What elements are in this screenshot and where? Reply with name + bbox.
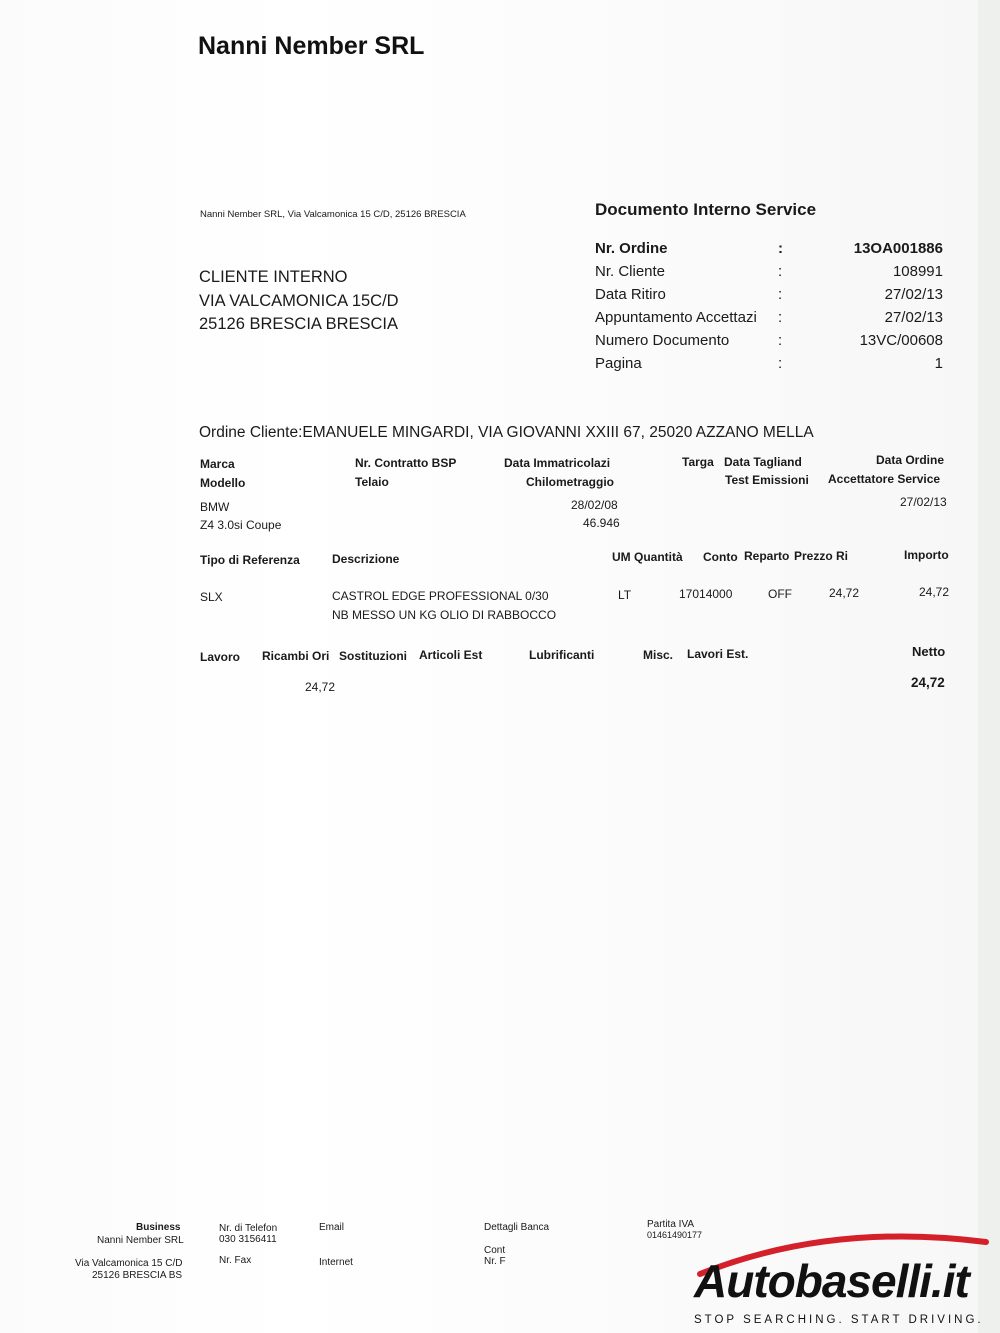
info-label: Pagina bbox=[595, 355, 642, 372]
col-um: UM bbox=[612, 550, 631, 564]
footer-address-2: 25126 BRESCIA BS bbox=[92, 1270, 183, 1281]
footer-internet-label: Internet bbox=[319, 1257, 353, 1268]
row-descrizione: CASTROL EDGE PROFESSIONAL 0/30 bbox=[332, 589, 549, 603]
tot-netto-label: Netto bbox=[912, 644, 946, 659]
info-row-numero-documento bbox=[595, 332, 955, 355]
recipient-line-2: VIA VALCAMONICA 15C/D bbox=[199, 291, 399, 310]
tot-misc: Misc. bbox=[643, 648, 674, 662]
footer-business-name: Nanni Nember SRL bbox=[97, 1235, 184, 1246]
info-label: Numero Documento bbox=[595, 332, 730, 349]
vehicle-modello: Z4 3.0si Coupe bbox=[200, 518, 282, 532]
footer-iva-value: 01461490177 bbox=[647, 1230, 703, 1240]
info-colon: : bbox=[778, 309, 783, 326]
header-telaio: Telaio bbox=[355, 475, 389, 489]
header-modello: Modello bbox=[200, 476, 246, 490]
recipient-line-1: CLIENTE INTERNO bbox=[199, 268, 348, 286]
header-accettatore: Accettatore Service bbox=[828, 472, 941, 486]
info-label: Nr. Ordine bbox=[595, 240, 668, 257]
info-value: 13OA001886 bbox=[853, 240, 943, 257]
tot-ricambi-value: 24,72 bbox=[305, 680, 336, 694]
info-row-nr-ordine bbox=[595, 240, 955, 263]
footer-nrf-label: Nr. F bbox=[484, 1256, 506, 1267]
info-colon: : bbox=[778, 355, 783, 372]
header-targa: Targa bbox=[682, 455, 714, 469]
info-row-appuntamento bbox=[595, 309, 955, 332]
info-colon: : bbox=[778, 286, 783, 303]
col-conto: Conto bbox=[703, 550, 738, 564]
info-row-data-ritiro bbox=[595, 286, 955, 309]
document-title: Documento Interno Service bbox=[595, 200, 817, 219]
company-name: Nanni Nember SRL bbox=[198, 32, 425, 60]
footer-banca-label: Dettagli Banca bbox=[484, 1222, 550, 1233]
header-data-ordine: Data Ordine bbox=[876, 453, 945, 467]
header-emissioni: Test Emissioni bbox=[725, 473, 809, 487]
logo-brand-text: Autobaselli.it bbox=[694, 1255, 969, 1307]
footer-business-label: Business bbox=[136, 1222, 181, 1233]
footer-email-label: Email bbox=[319, 1222, 345, 1233]
tot-sostituzioni: Sostituzioni bbox=[339, 649, 407, 663]
autobaselli-logo bbox=[690, 1228, 990, 1333]
info-row-nr-cliente bbox=[595, 263, 955, 286]
footer-iva-label: Partita IVA bbox=[647, 1219, 695, 1230]
col-prezzo: Prezzo Ri bbox=[794, 549, 849, 563]
sender-address-line: Nanni Nember SRL, Via Valcamonica 15 C/D, 25126 BRESCIA bbox=[200, 209, 466, 220]
info-value: 13VC/00608 bbox=[859, 332, 943, 349]
col-descrizione: Descrizione bbox=[332, 552, 400, 566]
tot-ricambi: Ricambi Ori bbox=[262, 649, 330, 663]
row-reparto: OFF bbox=[768, 587, 792, 601]
row-conto: 17014000 bbox=[679, 587, 733, 601]
footer-address-1: Via Valcamonica 15 C/D bbox=[75, 1258, 183, 1269]
vehicle-marca: BMW bbox=[200, 500, 230, 514]
info-row-pagina bbox=[595, 355, 955, 378]
info-colon: : bbox=[778, 263, 783, 280]
header-tagliand: Data Tagliand bbox=[724, 455, 802, 469]
tot-lavori-est: Lavori Est. bbox=[687, 647, 749, 661]
tot-netto-value: 24,72 bbox=[911, 675, 945, 690]
info-colon: : bbox=[778, 332, 783, 349]
page-edge bbox=[978, 0, 1000, 1333]
logo-tagline: STOP SEARCHING. START DRIVING. bbox=[694, 1314, 984, 1326]
ordine-cliente: Ordine Cliente:EMANUELE MINGARDI, VIA GIOVANNI XXIII 67, 25020 AZZANO MELLA bbox=[199, 424, 814, 441]
col-reparto: Reparto bbox=[744, 549, 790, 563]
info-value: 1 bbox=[934, 355, 943, 372]
footer-tel-label: Nr. di Telefon bbox=[219, 1223, 278, 1234]
info-value: 108991 bbox=[892, 263, 943, 280]
col-tipo-referenza: Tipo di Referenza bbox=[200, 553, 300, 567]
vehicle-data-ordine: 27/02/13 bbox=[900, 495, 947, 509]
col-quantita: Quantità bbox=[634, 550, 683, 564]
order-info-block bbox=[595, 240, 955, 378]
info-value: 27/02/13 bbox=[884, 309, 943, 326]
vehicle-immatricolazione: 28/02/08 bbox=[571, 498, 618, 512]
info-label: Data Ritiro bbox=[595, 286, 666, 303]
header-marca: Marca bbox=[200, 457, 235, 471]
tot-articoli: Articoli Est bbox=[419, 648, 483, 662]
row-prezzo: 24,72 bbox=[829, 586, 860, 600]
tot-lavoro: Lavoro bbox=[200, 650, 241, 664]
header-immatricolazione: Data Immatricolazi bbox=[504, 456, 611, 470]
info-colon: : bbox=[778, 240, 783, 257]
row-um: LT bbox=[618, 588, 632, 602]
row-tipo: SLX bbox=[200, 590, 223, 604]
row-nota: NB MESSO UN KG OLIO DI RABBOCCO bbox=[332, 608, 557, 622]
row-importo: 24,72 bbox=[919, 585, 950, 599]
col-importo: Importo bbox=[904, 548, 949, 562]
info-label: Nr. Cliente bbox=[595, 263, 666, 280]
info-label: Appuntamento Accettazi bbox=[595, 309, 757, 326]
recipient-line-3: 25126 BRESCIA BRESCIA bbox=[199, 315, 399, 333]
tot-lubrificanti: Lubrificanti bbox=[529, 648, 595, 662]
footer-tel-value: 030 3156411 bbox=[219, 1234, 277, 1245]
recipient-address bbox=[199, 266, 399, 337]
footer-fax-label: Nr. Fax bbox=[219, 1255, 252, 1266]
footer-cont-label: Cont bbox=[484, 1245, 506, 1256]
header-chilometraggio: Chilometraggio bbox=[526, 475, 615, 489]
info-value: 27/02/13 bbox=[884, 286, 943, 303]
header-contratto: Nr. Contratto BSP bbox=[355, 456, 457, 470]
vehicle-chilometraggio: 46.946 bbox=[583, 516, 620, 530]
